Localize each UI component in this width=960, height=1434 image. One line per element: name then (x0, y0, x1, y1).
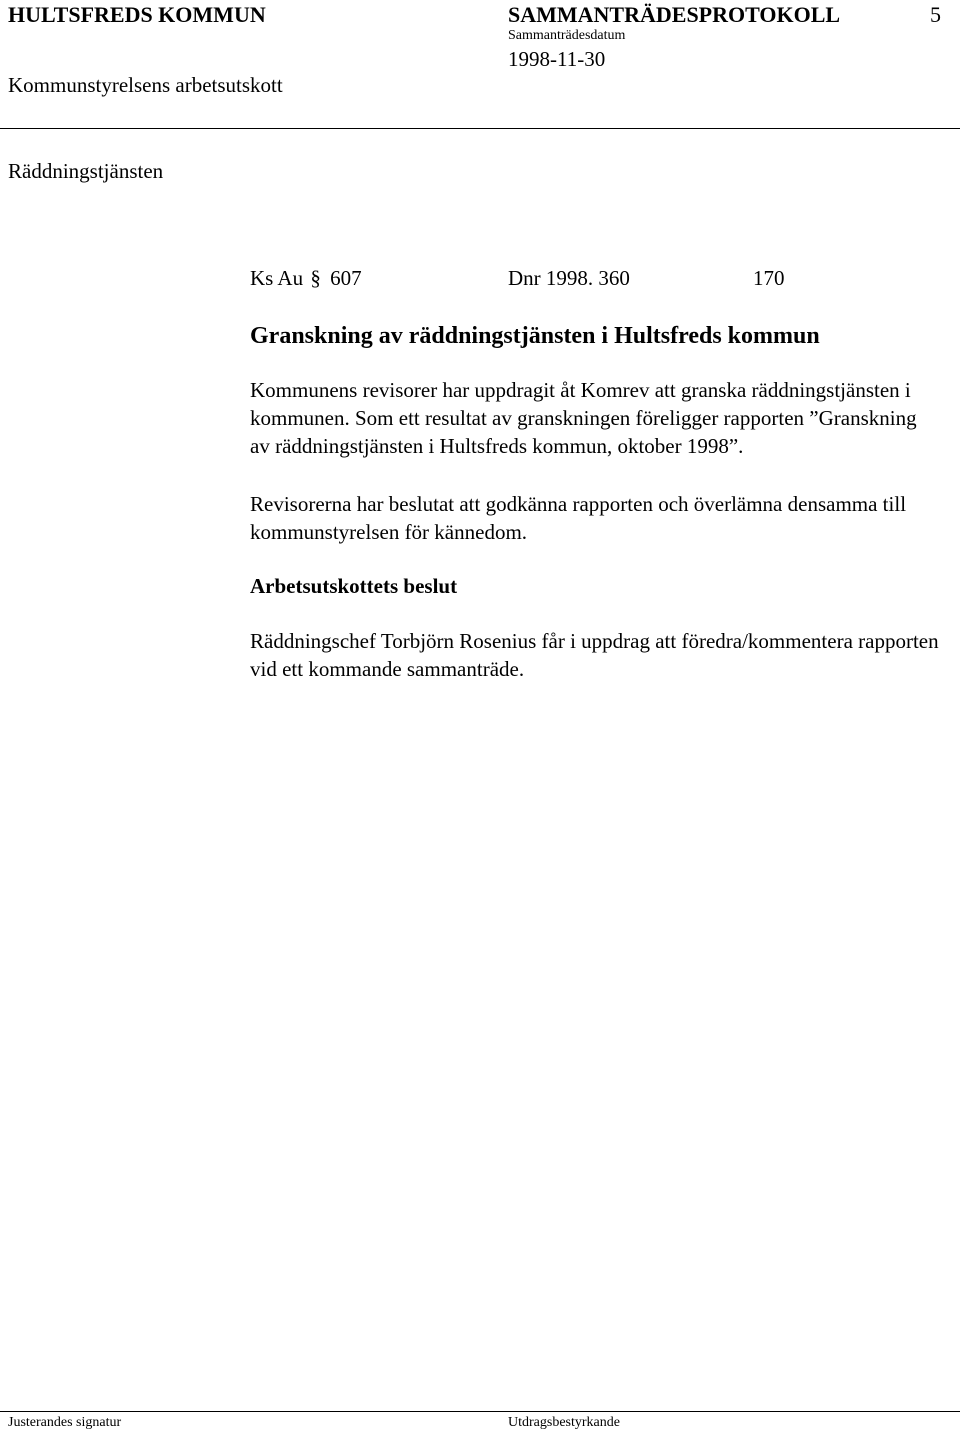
committee-name: Kommunstyrelsens arbetsutskott (8, 73, 283, 97)
footer-divider (0, 1411, 960, 1412)
municipality-name: HULTSFREDS KOMMUN (8, 2, 266, 27)
paragraph-sign: § (310, 266, 321, 290)
date-label: Sammanträdesdatum (508, 28, 626, 43)
decision-text: Räddningschef Torbjörn Rosenius får i uppdrag att föredra/kommentera rapporten vid ett kommande sammanträde. (250, 629, 939, 681)
diary-number: Dnr 1998. 360 (508, 266, 630, 290)
section-label: Räddningstjänsten (8, 159, 164, 183)
decision-heading: Arbetsutskottets beslut (250, 574, 458, 598)
header-divider (0, 128, 960, 129)
ks-au-label: Ks Au (250, 266, 304, 290)
page-number: 5 (930, 2, 941, 27)
paragraph-number: 607 (330, 266, 362, 290)
matter-title: Granskning av räddningstjänsten i Hultsfreds kommun (250, 323, 820, 349)
document-type: SAMMANTRÄDESPROTOKOLL (508, 2, 841, 27)
body-paragraph-2: Revisorerna har beslutat att godkänna rapporten och överlämna densamma till kommunstyrelsen för kännedom. (250, 492, 907, 544)
case-reference (250, 266, 362, 290)
certification-label: Utdragsbestyrkande (508, 1415, 620, 1430)
archive-code: 170 (753, 266, 785, 290)
body-paragraph-1: Kommunens revisorer har uppdragit åt Komrev att granska räddningstjänsten i kommunen. Som ett resultat av granskningen föreligger rapporten ”Granskning av räddningstjänsten i Hultsfreds kommun, oktober 1998”. (250, 378, 917, 458)
signature-label: Justerandes signatur (8, 1415, 122, 1430)
meeting-date: 1998-11-30 (508, 47, 606, 71)
